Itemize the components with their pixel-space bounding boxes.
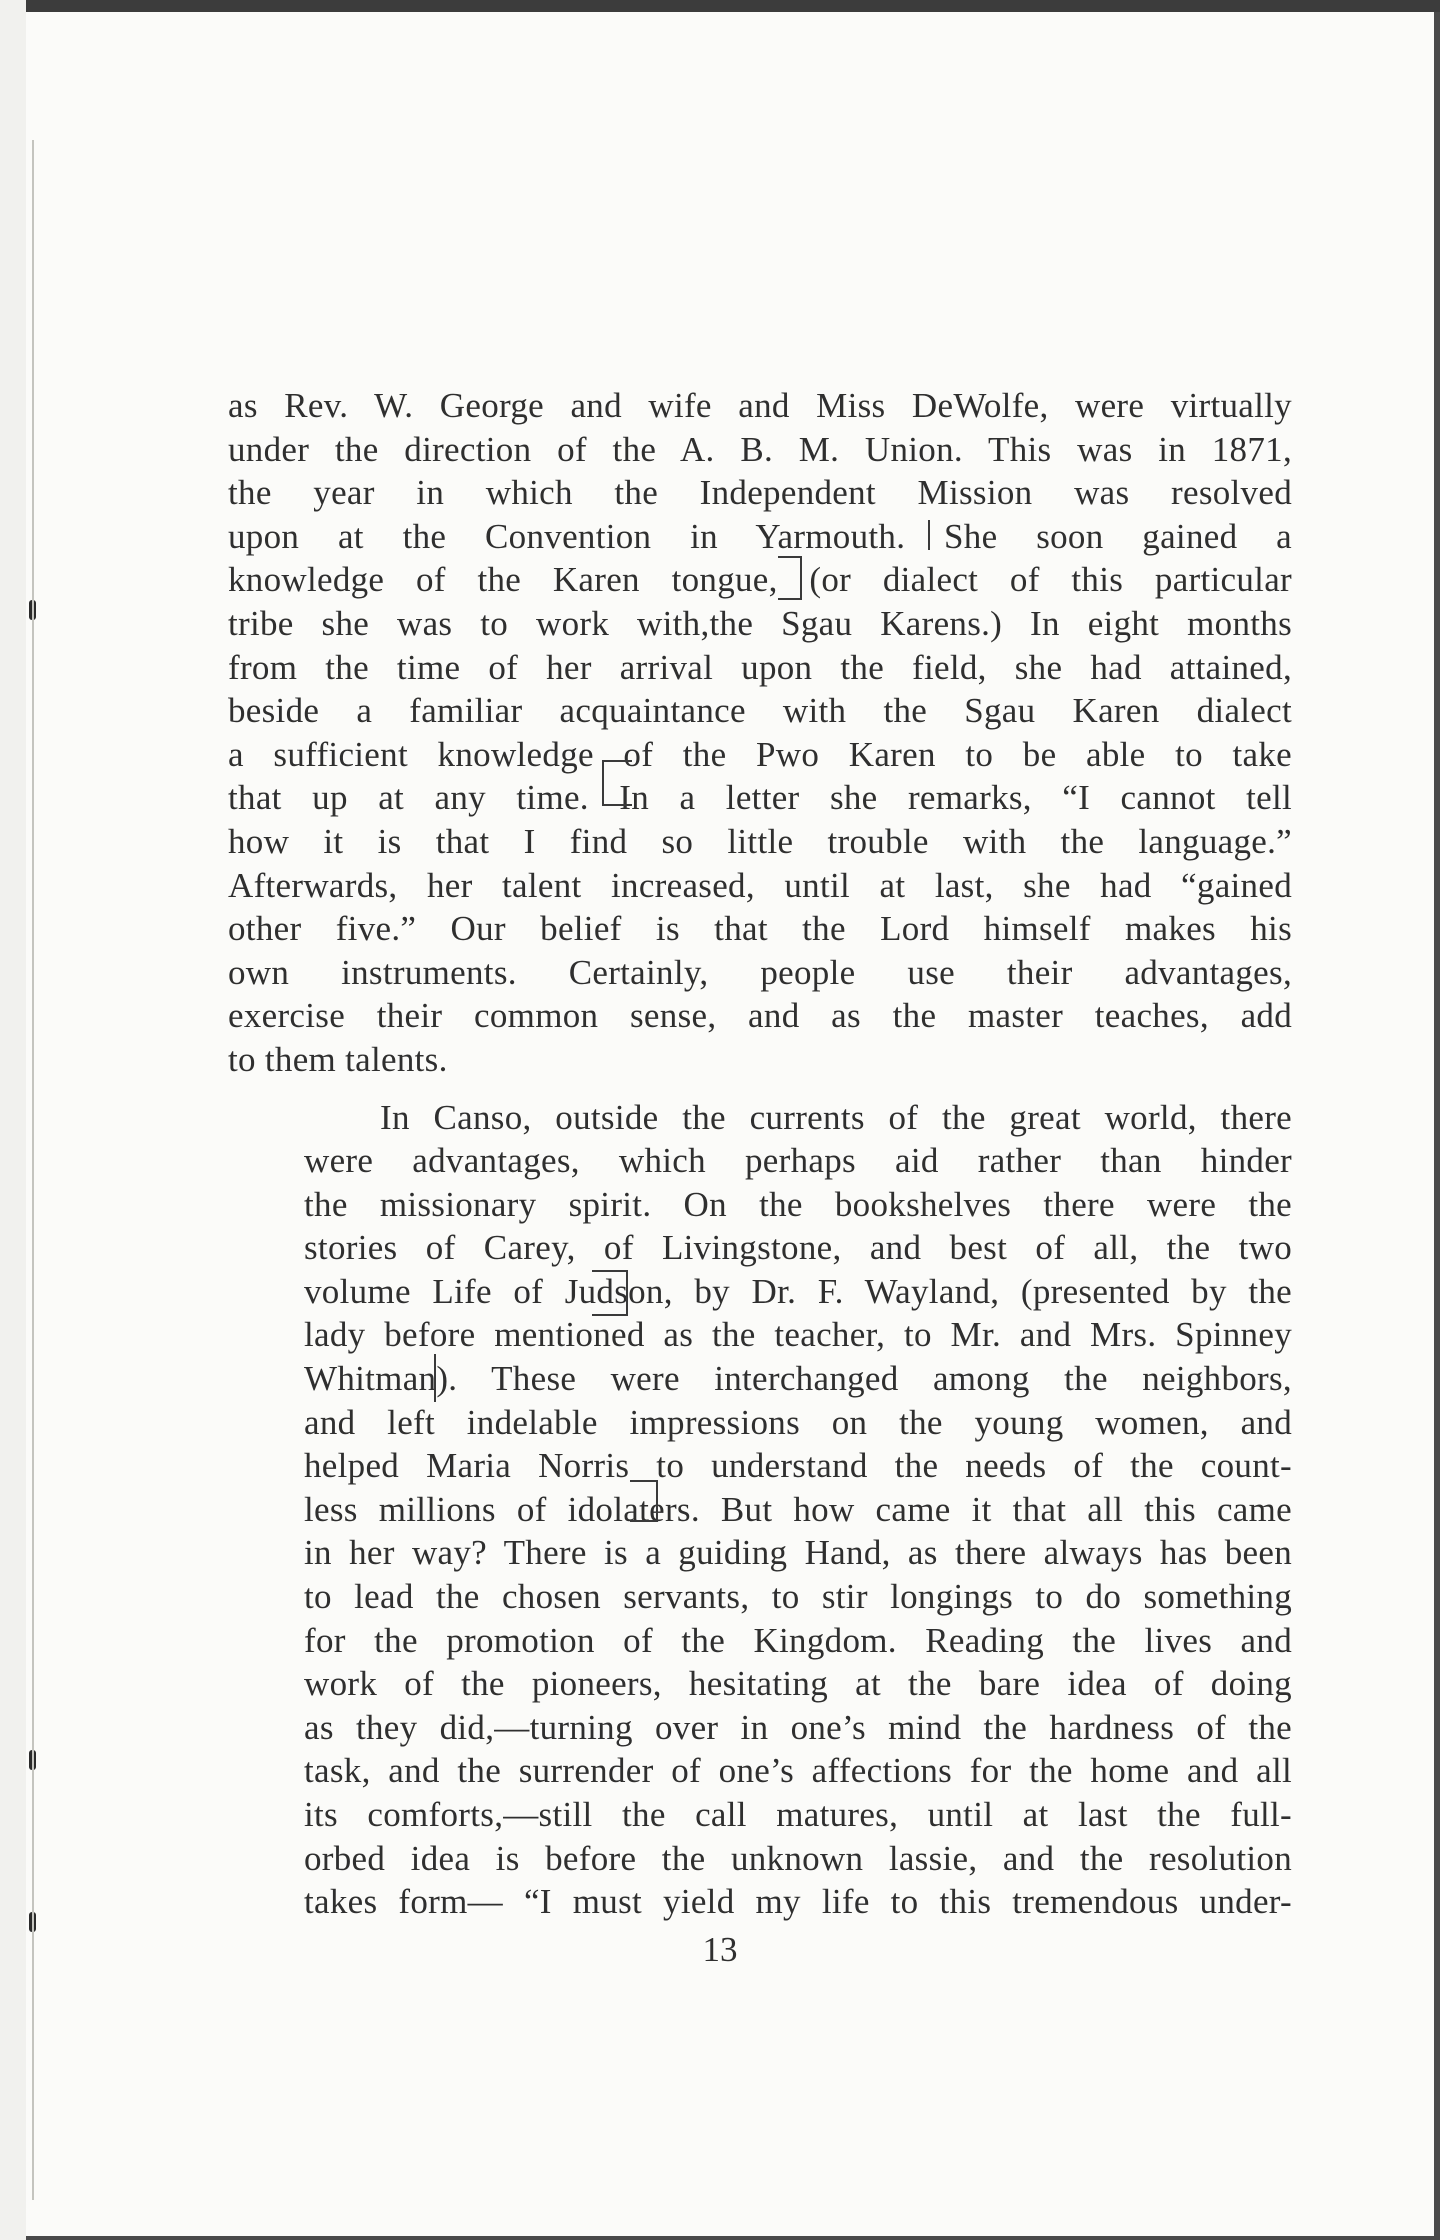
- text-line: lady before mentioned as the teacher, to Mr. and Mrs. Spinney: [304, 1315, 1292, 1355]
- text-line: In Canso, outside the currents of the great world, there: [380, 1097, 1292, 1137]
- text-line: and left indelable impressions on the young women, and: [304, 1402, 1292, 1442]
- scan-top-edge: [0, 0, 1440, 12]
- text-line: its comforts,—still the call matures, until at last the full-: [304, 1795, 1292, 1834]
- pencil-bracket-mark: [592, 1270, 628, 1316]
- text-line: less millions of idolaters. But how came it that all this came: [304, 1489, 1292, 1529]
- text-line: stories of Carey, of Livingstone, and best of all, the two: [304, 1228, 1292, 1268]
- text-line: a sufficient knowledge of the Pwo Karen to be able to take: [228, 734, 1292, 774]
- text-line: knowledge of the Karen tongue, (or dialect of this particular: [228, 560, 1292, 600]
- text-line: tribe she was to work with,the Sgau Karens.) In eight months: [228, 603, 1292, 643]
- text-line: beside a familiar acquaintance with the Sgau Karen dialect: [228, 691, 1292, 731]
- binding-rule: [32, 140, 34, 2200]
- text-line: how it is that I find so little trouble with the language.”: [228, 821, 1292, 861]
- text-line: the missionary spirit. On the bookshelves there were the: [304, 1184, 1292, 1224]
- pencil-bracket-mark: [602, 760, 632, 806]
- page-number: 13: [702, 1930, 738, 1969]
- text-line: Afterwards, her talent increased, until at last, she had “gained: [228, 865, 1292, 905]
- pencil-bracket-mark: [428, 1354, 436, 1402]
- text-line: as Rev. W. George and wife and Miss DeWolfe, were virtually: [228, 386, 1292, 425]
- text-line: to them talents.: [228, 1039, 448, 1079]
- text-line: were advantages, which perhaps aid rather than hinder: [304, 1141, 1292, 1181]
- text-line: upon at the Convention in Yarmouth. She soon gained a: [228, 516, 1292, 556]
- text-line: other five.” Our belief is that the Lord himself makes his: [228, 909, 1292, 949]
- text-line: under the direction of the A. B. M. Union. This was in 1871,: [228, 429, 1292, 469]
- text-line: in her way? There is a guiding Hand, as there always has been: [304, 1533, 1292, 1573]
- text-line: as they did,—turning over in one’s mind the hardness of the: [304, 1707, 1292, 1747]
- text-line: for the promotion of the Kingdom. Reading the lives and: [304, 1620, 1292, 1660]
- text-line: task, and the surrender of one’s affections for the home and all: [304, 1751, 1292, 1791]
- text-line: volume Life of Judson, by Dr. F. Wayland, (presented by the: [304, 1271, 1292, 1311]
- text-line: to lead the chosen servants, to stir longings to do something: [304, 1577, 1292, 1617]
- text-line: Whitman). These were interchanged among the neighbors,: [304, 1359, 1292, 1399]
- page-text: [228, 384, 1292, 1924]
- pencil-bracket-mark: [922, 520, 930, 550]
- text-line: takes form— “I must yield my life to this tremendous under-: [304, 1882, 1292, 1922]
- text-line: work of the pioneers, hesitating at the bare idea of doing: [304, 1664, 1292, 1704]
- pencil-bracket-mark: [630, 1480, 658, 1522]
- text-line: helped Maria Norris to understand the needs of the count-: [304, 1446, 1292, 1486]
- paragraph-2: [228, 1096, 1292, 1924]
- paragraph-1: [228, 384, 1292, 1082]
- text-line: from the time of her arrival upon the field, she had attained,: [228, 647, 1292, 687]
- text-line: that up at any time. In a letter she remarks, “I cannot tell: [228, 778, 1292, 818]
- book-binding-edge: [0, 0, 26, 2240]
- text-line: own instruments. Certainly, people use their advantages,: [228, 952, 1292, 992]
- text-line: orbed idea is before the unknown lassie, and the resolution: [304, 1838, 1292, 1878]
- text-line: the year in which the Independent Mission was resolved: [228, 473, 1292, 513]
- text-line: exercise their common sense, and as the master teaches, add: [228, 996, 1292, 1036]
- pencil-bracket-mark: [778, 556, 802, 600]
